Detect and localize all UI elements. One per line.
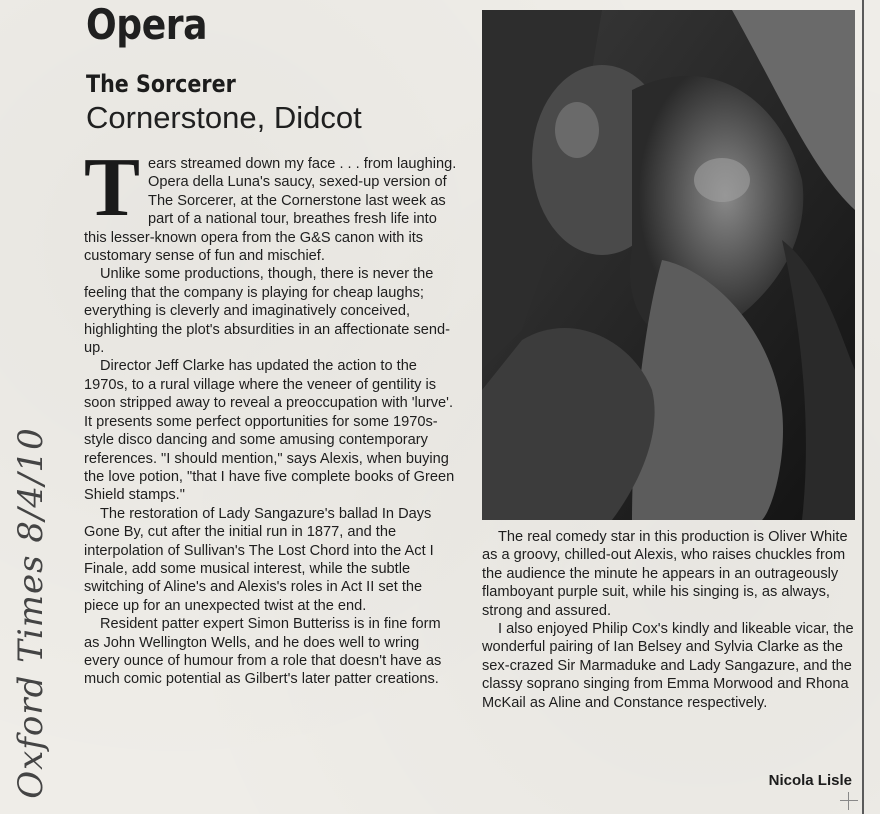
column-rule bbox=[862, 0, 864, 814]
photo-image-icon bbox=[482, 10, 855, 520]
paragraph-text: ears streamed down my face . . . from laughing. Opera della Luna's saucy, sexed-up version of The Sorcerer, at the Cornerstone last week as part of a national tour, breathes fresh life into this lesser-known opera from the G&S canon with its customary sense of fun and mischief. bbox=[84, 156, 457, 265]
section-title: Opera bbox=[86, 0, 208, 49]
handwritten-note: Oxford Times 8/4/10 bbox=[11, 427, 51, 799]
article-paragraph: Unlike some productions, though, there is never the feeling that the company is playing for cheap laughs; everything is cleverly and imaginatively conceived, highlighting the plot's absurdities in an affectionate send-up. bbox=[84, 266, 450, 357]
article-paragraph: The real comedy star in this production is Oliver White as a groovy, chilled-out Alexis, who raises chuckles from the audience the minute he appears in an outrageously flamboyant purple suit, while his singing is, as always, strong and assured. bbox=[482, 529, 848, 619]
article-paragraph: Resident patter expert Simon Butteriss is in fine form as John Wellington Wells, and he does well to wring every ounce of humour from a role that doesn't have as much comic potential as Gilbert's later patter creations. bbox=[84, 616, 442, 688]
drop-cap: T bbox=[84, 141, 141, 234]
article-paragraph: I also enjoyed Philip Cox's kindly and likeable vicar, the wonderful pairing of Ian Belsey and Sylvia Clarke as the sex-crazed Sir Marmaduke and Lady Sangazure, and the classy soprano singing from Emma Morwood and Rhona McKail as Aline and Constance respectively. bbox=[482, 621, 854, 711]
show-title: The Sorcerer bbox=[86, 70, 236, 98]
article-column-right bbox=[482, 528, 856, 712]
article-column-left bbox=[84, 141, 458, 689]
byline: Nicola Lisle bbox=[768, 772, 852, 789]
article-paragraph: The restoration of Lady Sangazure's ballad In Days Gone By, cut after the initial run in 1877, and the interpolation of Sullivan's The Lost Chord into the Act I Finale, add some musical interest, while the subtle switching of Aline's and Alexis's roles in Act II set the piece up for an unexpected twist at the end. bbox=[84, 505, 434, 614]
crop-mark-icon bbox=[840, 792, 858, 810]
article-paragraph: Director Jeff Clarke has updated the action to the 1970s, to a rural village where the veneer of gentility is soon stripped away to reveal a preoccupation with 'lurve'. It presents some perfect opportunities for some 1970s-style disco dancing and some amusing contemporary references. "I should mention," says Alexis, when buying the love potion, "that I have five complete books of Green Shield stamps." bbox=[84, 358, 455, 504]
production-photo bbox=[482, 10, 855, 520]
article-paragraph bbox=[84, 141, 458, 265]
venue-heading: Cornerstone, Didcot bbox=[86, 100, 362, 135]
